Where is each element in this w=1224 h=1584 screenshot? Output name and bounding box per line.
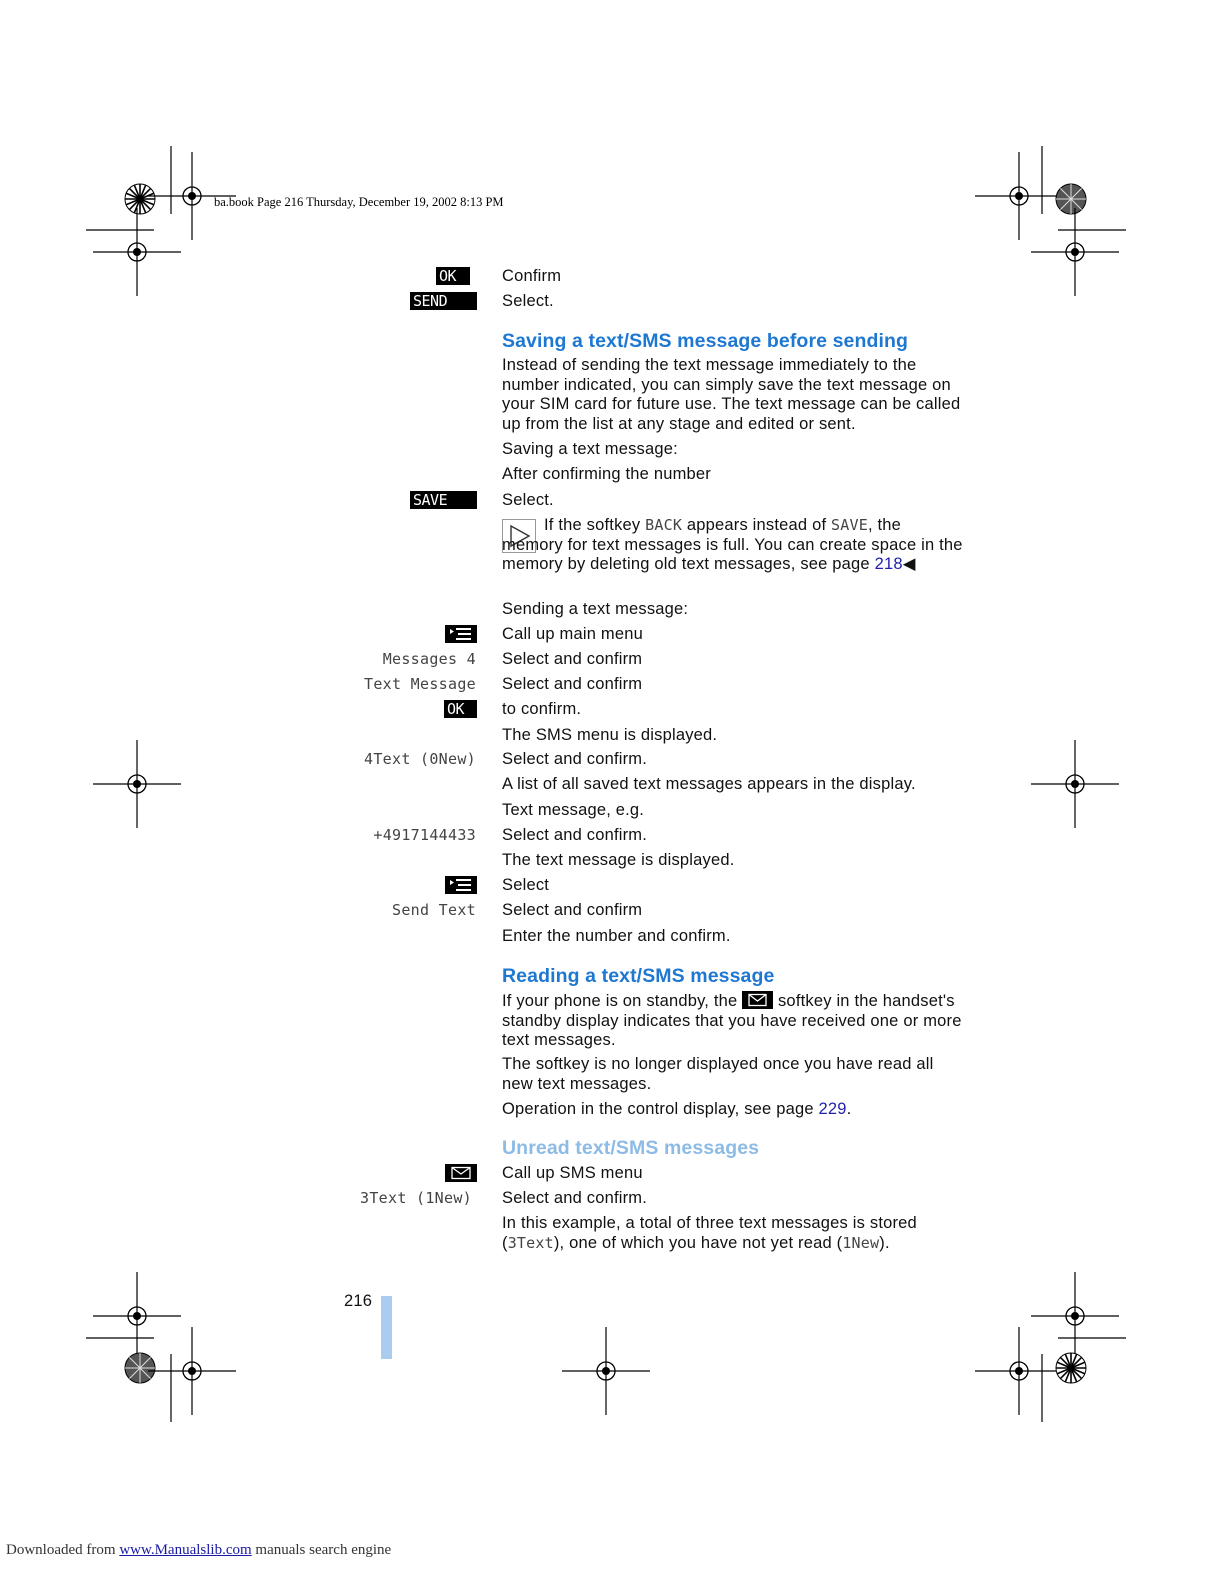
page-link[interactable]: 229 <box>818 1100 847 1118</box>
page-link[interactable]: 218 <box>874 555 903 573</box>
running-head: ba.book Page 216 Thursday, December 19, 2002 8:13 PM <box>214 195 504 209</box>
envelope-icon <box>742 991 773 1009</box>
reading-paragraph-3: Operation in the control display, see page 229. <box>502 1100 852 1118</box>
step-text: Select <box>502 876 550 894</box>
reading-paragraph-1: If your phone is on standby, the softkey in the handset's standby display indicates that you have received one or more text messages. <box>502 992 962 1049</box>
manualslib-link[interactable]: www.Manualslib.com <box>119 1542 252 1558</box>
step-text: Call up SMS menu <box>502 1164 643 1182</box>
page-number-bar <box>381 1296 392 1359</box>
ok-softkey: OK <box>436 267 470 285</box>
display-label-4text: 4Text (0New) <box>364 750 476 768</box>
subsection-heading: Unread text/SMS messages <box>502 1137 760 1159</box>
page-number: 216 <box>344 1292 373 1310</box>
step-text: Confirm <box>502 267 562 285</box>
menu-icon <box>445 625 477 643</box>
step-text: Select and confirm. <box>502 1189 648 1207</box>
end-marker: ◀ <box>902 555 916 573</box>
saving-label: Saving a text message: <box>502 440 678 458</box>
display-label-number: +4917144433 <box>373 826 476 844</box>
after-confirm-text: After confirming the number <box>502 465 711 483</box>
ok-softkey: OK <box>444 700 477 718</box>
step-text: to confirm. <box>502 700 582 718</box>
step-text: Select and confirm <box>502 675 643 693</box>
display-label-send-text: Send Text <box>392 901 476 919</box>
step-text: Call up main menu <box>502 625 643 643</box>
display-label-3text: 3Text (1New) <box>360 1189 472 1207</box>
step-text: Select and confirm <box>502 901 643 919</box>
section-heading: Saving a text/SMS message before sending <box>502 330 909 352</box>
sending-label: Sending a text message: <box>502 600 689 618</box>
display-label-text-message: Text Message <box>364 675 476 693</box>
display-label-messages: Messages 4 <box>382 650 476 668</box>
envelope-icon <box>445 1164 477 1182</box>
back-softkey-label: BACK <box>645 516 683 534</box>
save-softkey-label: SAVE <box>831 516 868 534</box>
step-text: Enter the number and confirm. <box>502 927 731 945</box>
save-softkey: SAVE <box>410 491 477 509</box>
section-heading: Reading a text/SMS message <box>502 965 775 987</box>
step-text: Select and confirm. <box>502 826 648 844</box>
step-text: The text message is displayed. <box>502 851 735 869</box>
step-text: Select and confirm. <box>502 750 648 768</box>
note-paragraph: If the softkey BACK appears instead of SAVE, the memory for text messages is full. You can create space in the memory by deleting old text messages, see page 218◀ <box>502 516 963 573</box>
menu-icon <box>445 876 477 894</box>
send-softkey: SEND <box>410 292 477 310</box>
reading-paragraph-2: The softkey is no longer displayed once you have read all new text messages. <box>502 1055 934 1093</box>
download-footer: Downloaded from www.Manualslib.com manuals search engine <box>6 1542 392 1558</box>
step-text: Select and confirm <box>502 650 643 668</box>
step-text: Text message, e.g. <box>502 801 645 819</box>
step-text: The SMS menu is displayed. <box>502 726 718 744</box>
unread-paragraph: In this example, a total of three text messages is stored (3Text), one of which you have not yet read (1New). <box>502 1214 917 1252</box>
intro-paragraph: Instead of sending the text message immediately to the number indicated, you can simply save the text message on your SIM card for future use. The text message can be called up from the list at any stage and edited or sent. <box>502 356 961 433</box>
step-text: Select. <box>502 491 554 509</box>
step-text: Select. <box>502 292 554 310</box>
step-text: A list of all saved text messages appears in the display. <box>502 775 916 793</box>
